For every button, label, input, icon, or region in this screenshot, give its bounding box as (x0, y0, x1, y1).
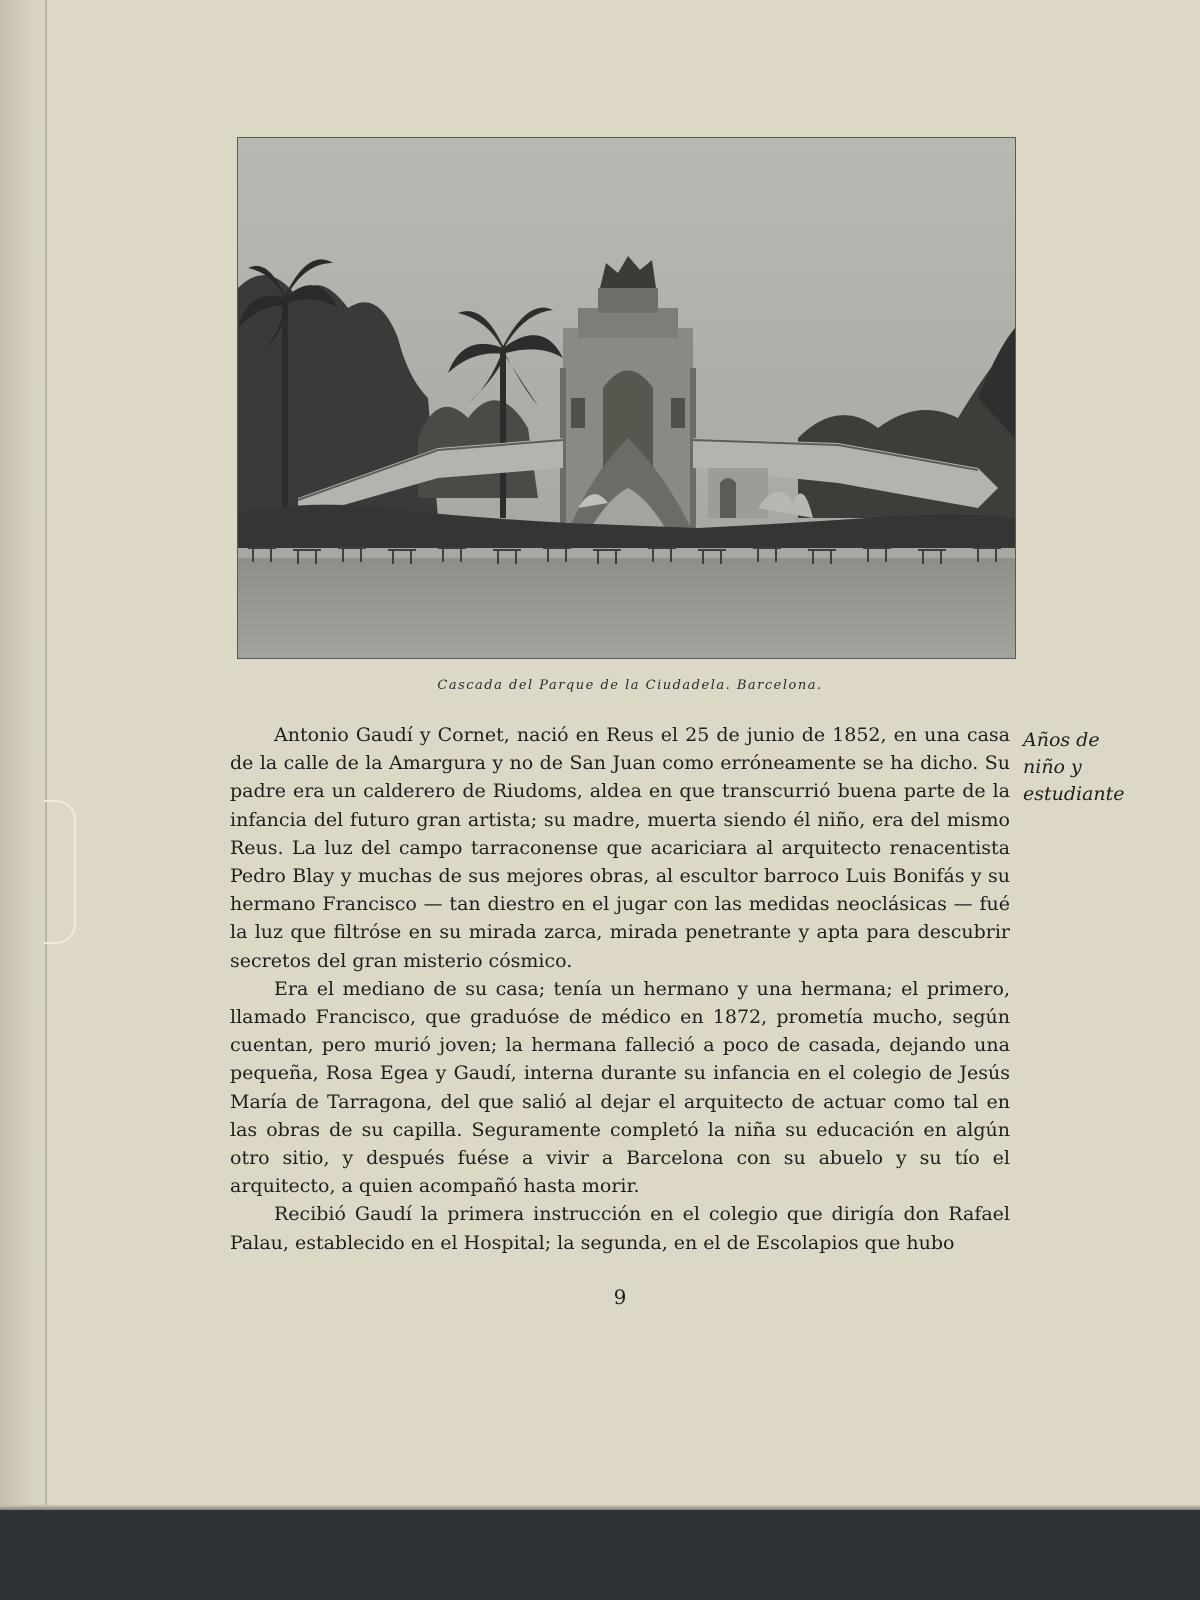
paragraph-2: Era el mediano de su casa; tenía un hermano y una hermana; el primero, llamado Francisco, que graduóse de médico en 1872, prometía mucho, según cuentan, pero murió joven; la hermana falleció a poco de casada, dejando una pequeña, Rosa Egea y Gaudí, interna durante su infancia en el colegio de Jesús María de Tarragona, del que salió al dejar el arquitecto de actuar como tal en las obras de su capilla. Seguramente completó la niña su educación en algún otro sitio, y después fuése a vivir a Barcelona con su abuelo y su tío el arquitecto, a quien acompañó hasta morir. (230, 977, 1010, 1198)
page-bottom-edge (0, 1505, 1200, 1510)
photo-caption: Cascada del Parque de la Ciudadela. Barcelona. (437, 678, 823, 693)
margin-note-line-3: estudiante (1023, 783, 1125, 805)
paragraph-1: Antonio Gaudí y Cornet, nació en Reus el 25 de junio de 1852, en una casa de la calle de la Amargura y no de San Juan como erróneamente se ha dicho. Su padre era un calderero de Riudoms, aldea en que transcurrió buena parte de la infancia del futuro gran artista; su madre, muerta siendo él niño, era del mismo Reus. La luz del campo tarraconense que acariciara al arquitecto renacentista Pedro Blay y muchas de sus mejores obras, al escultor barroco Luis Bonifás y su hermano Francisco — tan diestro en el jugar con las medidas neoclásicas — fué la luz que filtróse en su mirada zarca, mirada penetrante y apta para descubrir secretos del gran misterio cósmico. (230, 724, 1010, 972)
margin-note (1023, 727, 1153, 808)
margin-note-line-2: niño y (1023, 756, 1082, 778)
cascade-fountain-illustration (238, 138, 1015, 658)
page-number: 9 (613, 1285, 627, 1309)
binding-thread (44, 800, 76, 944)
margin-note-line-1: Años de (1023, 729, 1100, 751)
gutter-line (45, 0, 47, 1510)
body-text (230, 721, 1010, 1257)
cascade-photo (237, 137, 1016, 659)
paragraph-3: Recibió Gaudí la primera instrucción en el colegio que dirigía don Rafael Palau, establecido en el Hospital; la segunda, en el de Escolapios que hubo (230, 1203, 1010, 1254)
